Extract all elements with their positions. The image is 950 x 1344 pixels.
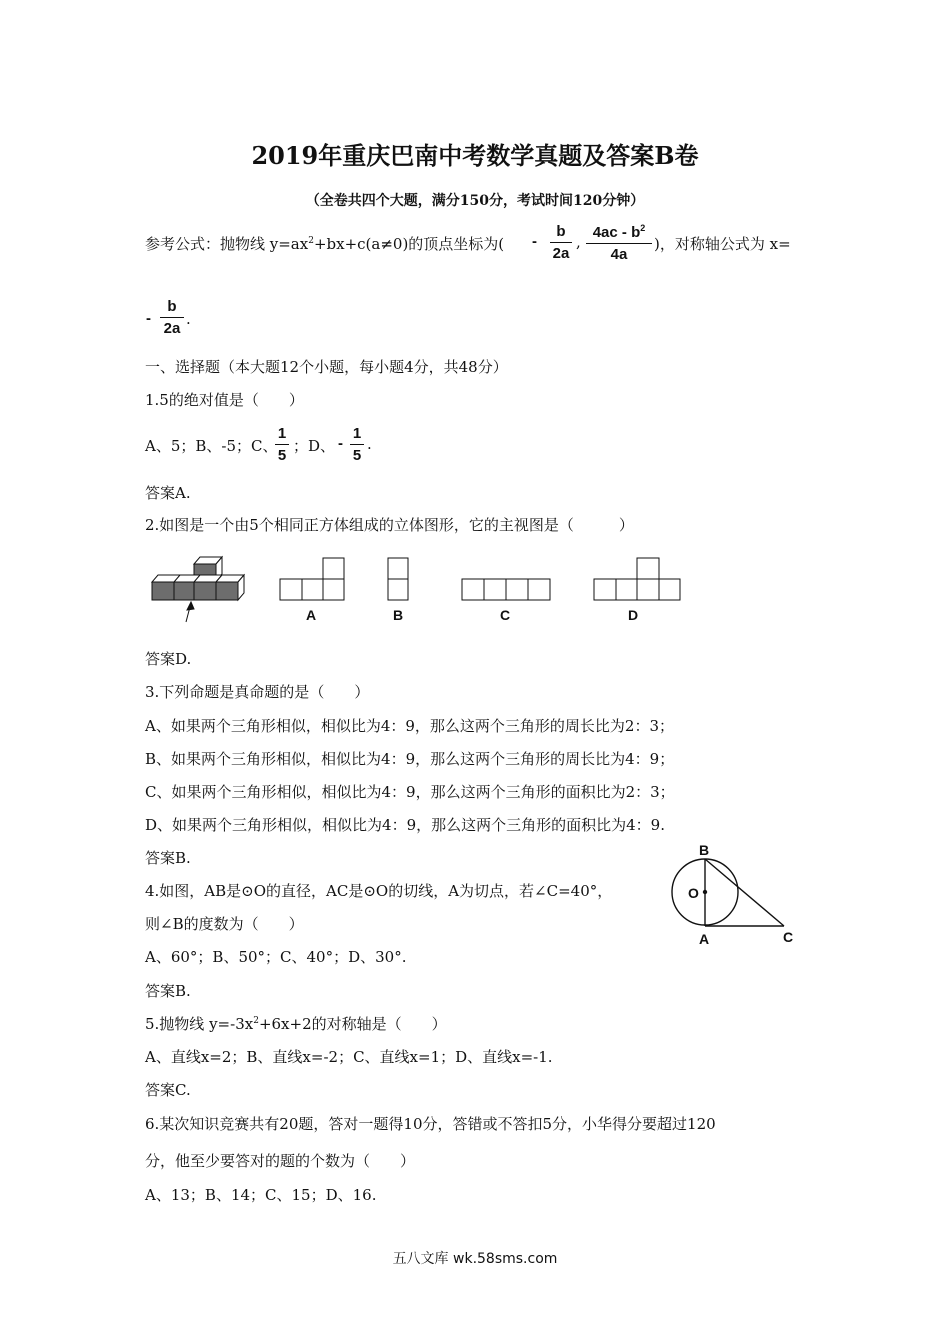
question-5-answer: 答案C. [145,1081,191,1099]
question-1-options-ab: A、5；B、-5；C、 [145,437,278,455]
question-3-answer: 答案B. [145,849,191,867]
question-2-figures [140,548,700,638]
question-4-stem: 4.如图，AB是⊙O的直径，AC是⊙O的切线，A为切点，若∠C=40°， [145,882,613,900]
exam-info: （全卷共四个大题，满分150分，考试时间120分钟） [305,193,645,209]
center-point-icon [703,890,707,894]
question-2-stem: 2.如图是一个由5个相同正方体组成的立体图形，它的主视图是（ ） [145,516,634,534]
fraction-numerator-text: 4ac - b [592,224,641,241]
fraction-one-fifth [275,425,289,464]
fraction-denominator: 5 [277,447,287,464]
section-heading: 一、选择题（本大题12个小题，每小题4分，共48分） [145,358,508,376]
question-3-option-b: B、如果两个三角形相似，相似比为4：9，那么这两个三角形的周长比为4：9； [145,750,675,768]
question-1-answer: 答案A. [145,484,191,502]
formula-mid: +bx+c(a≠0)的顶点坐标为( [313,235,505,253]
question-6-stem: 6.某次知识竞赛共有20题，答对一题得10分，答错或不答扣5分，小华得分要超过120 [145,1115,716,1133]
option-c-view [462,579,550,600]
question-4-stem-continued: 则∠B的度数为（ ） [145,915,304,933]
fraction-denominator: 2a [552,245,570,262]
question-3-stem: 3.下列命题是真命题的是（ ） [145,683,370,701]
question-3-option-d: D、如果两个三角形相似，相似比为4：9，那么这两个三角形的面积比为4：9. [145,816,665,834]
question-1-end: . [367,435,372,453]
question-4-options: A、60°；B、50°；C、40°；D、30°. [145,948,407,966]
question-1-minus: - [338,435,343,452]
point-a-label: A [699,931,710,947]
question-5-options: A、直线x=2；B、直线x=-2；C、直线x=1；D、直线x=-1. [145,1048,553,1066]
fraction-numerator: 1 [275,425,289,445]
question-5-stem [145,1013,447,1034]
question-1-stem: 1.5的绝对值是（ ） [145,391,304,409]
question-6-options: A、13；B、14；C、15；D、16. [145,1186,377,1204]
axis-formula-end: . [186,310,191,328]
fraction-numerator: 1 [350,425,364,445]
formula-fraction-b-over-2a [550,223,572,262]
fraction-numerator: b [160,298,184,318]
formula-text [145,233,504,254]
option-d-label: D [628,607,639,623]
question-2-answer: 答案D. [145,650,192,668]
point-c-label: C [783,929,794,945]
question-4-answer: 答案B. [145,982,191,1000]
option-c-label: C [500,607,511,623]
point-o-label: O [688,885,699,901]
fraction-denominator: 5 [352,447,362,464]
question-5-stem-end: +6x+2的对称轴是（ ） [258,1015,447,1033]
option-a-label: A [306,607,317,623]
formula-suffix: )，对称轴公式为 x= [654,235,791,253]
fraction-numerator: b [550,223,572,243]
cube-solid-icon [152,557,244,622]
fraction-denominator: 2a [163,320,181,337]
page-title: 2019年重庆巴南中考数学真题及答案B卷 [251,141,699,170]
fraction-exponent: 2 [640,223,646,233]
option-b-view [388,558,408,600]
question-5-stem-start: 5.抛物线 y=-3x [145,1015,254,1033]
formula-fraction-discriminant [586,223,652,263]
option-b-label: B [393,607,404,623]
fraction-denominator: 4a [610,246,628,263]
formula-minus: - [532,233,537,250]
axis-formula-fraction [160,298,184,337]
footer-watermark: 五八文库 wk.58sms.com [392,1251,558,1267]
question-5-exponent: 2 [253,1016,259,1026]
formula-exponent: 2 [308,236,314,246]
option-d-view [594,558,680,600]
option-a-view [280,558,344,600]
circle-tangent-figure [660,850,810,940]
point-b-label: B [699,842,710,858]
question-3-option-c: C、如果两个三角形相似，相似比为4：9，那么这两个三角形的面积比为2：3； [145,783,675,801]
question-1-option-d-label: ；D、 [293,437,336,455]
formula-prefix: 参考公式：抛物线 y=ax [145,235,309,253]
fraction-numerator [586,223,652,244]
question-6-stem-continued: 分，他至少要答对的题的个数为（ ） [145,1152,416,1170]
question-3-option-a: A、如果两个三角形相似，相似比为4：9，那么这两个三角形的周长比为2：3； [145,717,675,735]
axis-formula-minus: - [146,310,151,327]
fraction-neg-one-fifth [350,425,364,464]
formula-comma: , [576,233,581,251]
